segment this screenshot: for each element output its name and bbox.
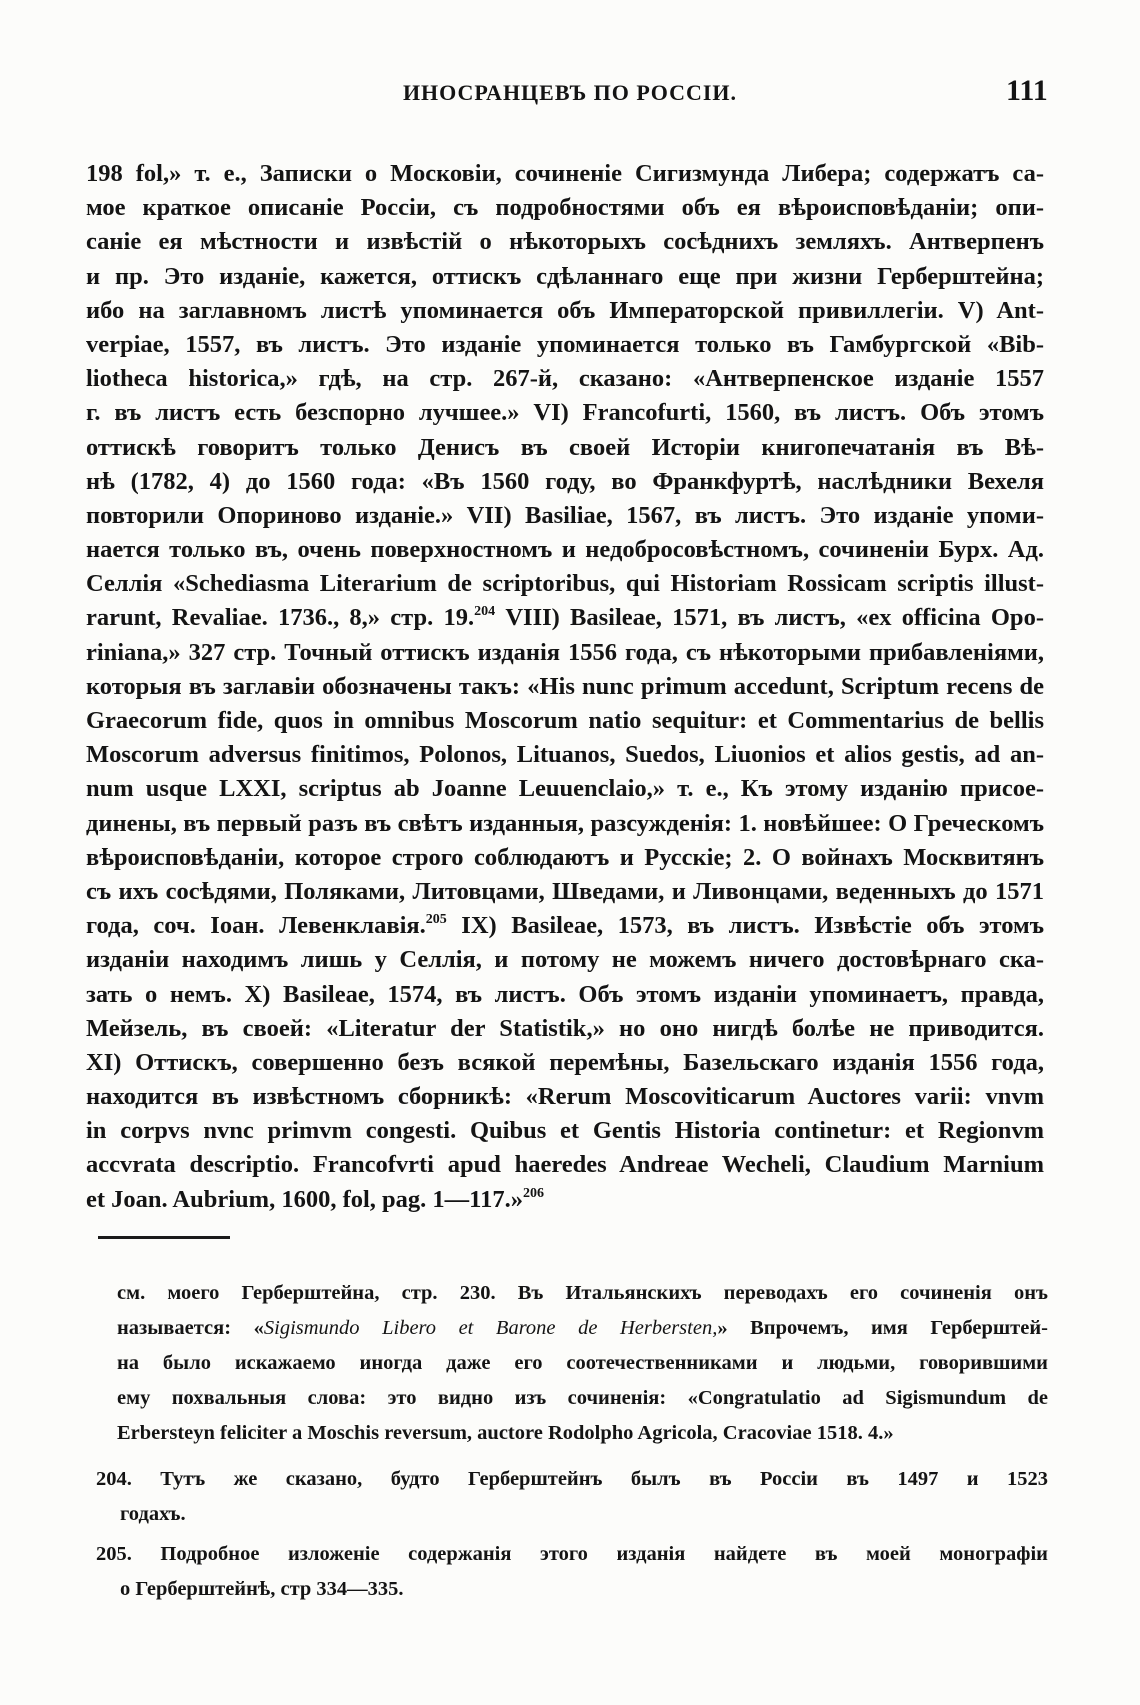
text-segment: саніе ея мѣстности и извѣстій о нѣкоторыхъ сосѣднихъ земляхъ. Антверпенъ (86, 228, 1044, 256)
text-segment: in corpvs nvnc primvm congesti. Quibus et Gentis Historia continetur: et Regionvm (86, 1117, 1044, 1145)
text-segment: повторили Опориново изданіе.» VII) Basiliae, 1567, въ листъ. Это изданіе упоми- (86, 501, 1044, 529)
text-line (86, 636, 1044, 670)
text-segment: и пр. Это изданіе, кажется, оттискъ сдѣланнаго еще при жизни Герберштейна; (86, 262, 1044, 290)
text-line (86, 978, 1044, 1012)
text-segment: мое краткое описаніе Россіи, съ подробностями объ ея вѣроисповѣданіи; опи- (86, 194, 1044, 222)
text-segment: ему похвальныя слова: это видно изъ сочиненія: «Congratulatio ad Sigismundum de (117, 1387, 1048, 1409)
text-line (86, 875, 1044, 909)
text-segment: rarunt, Revaliae. 1736., 8,» стр. 19. (86, 604, 475, 632)
text-line (86, 465, 1044, 499)
text-line (86, 943, 1044, 977)
text-segment: см. моего Герберштейна, стр. 230. Въ Итальянскихъ переводахъ его сочиненія онъ (117, 1282, 1048, 1304)
text-segment: г. въ листъ есть безспорно лучшее.» VI) Francofurti, 1560, въ листъ. Объ этомъ (86, 399, 1044, 427)
text-line (86, 431, 1044, 465)
text-segment: VIII) Basileae, 1571, въ листъ, «ex officina Opo- (495, 604, 1044, 632)
text-segment: о Герберштейнѣ, стр 334—335. (120, 1578, 404, 1600)
text-line (86, 909, 1044, 943)
text-segment: находится въ извѣстномъ сборникѣ: «Rerum Moscoviticarum Auctores varii: vnvm (86, 1083, 1044, 1111)
main-text (86, 157, 1044, 1217)
text-line (86, 396, 1044, 430)
text-segment: Graecorum fide, quos in omnibus Moscorum natio sequitur: et Commentarius de bellis (86, 707, 1044, 734)
text-segment: года, соч. Іоан. Левенклавія. (86, 912, 426, 940)
text-line (86, 670, 1044, 704)
text-line (96, 1537, 1048, 1572)
text-line (96, 1497, 1048, 1532)
text-line (96, 1572, 1048, 1607)
text-line (86, 1046, 1044, 1080)
text-segment: называется: « (117, 1317, 264, 1339)
text-segment: Селлія «Schediasma Literarium de scriptoribus, qui Historiam Rossicam scriptis illust- (86, 570, 1044, 598)
footnote-ref: 206 (522, 1185, 544, 1201)
text-line (96, 1381, 1048, 1416)
running-head-title: ИНОСРАНЦЕВЪ ПО РОССІИ. (402, 80, 738, 105)
text-line (86, 294, 1044, 328)
footnote-ref: 204 (474, 604, 496, 620)
footnote-separator (98, 1236, 230, 1239)
text-segment: riniana,» 327 стр. Точный оттискъ изданія 1556 года, съ нѣкоторыми прибавленіями, (86, 638, 1044, 666)
text-segment: которыя въ заглавіи обозначены такъ: «His nunc primum accedunt, Scriptum recens de (86, 672, 1044, 700)
text-line (86, 191, 1044, 225)
text-line (86, 738, 1044, 772)
footnote-continued (96, 1276, 1048, 1451)
text-segment: годахъ. (120, 1503, 186, 1525)
text-segment: динены, въ первый разъ въ свѣтъ изданныя, разсужденія: 1. новѣйшее: О Греческомъ (86, 809, 1044, 837)
text-segment: accvrata descriptio. Francofvrti apud haeredes Andreae Wecheli, Claudium Marnium (86, 1151, 1044, 1179)
text-segment: IX) Basileae, 1573, въ листъ. Извѣстіе объ этомъ (446, 912, 1044, 940)
text-line (96, 1416, 1048, 1451)
text-segment: Moscorum adversus finitimos, Polonos, Lituanos, Suedos, Liuonios et alios gestis, ad an- (86, 741, 1044, 769)
footnote-204 (96, 1462, 1048, 1532)
text-line (96, 1462, 1048, 1497)
page-number: 111 (1006, 74, 1048, 107)
text-line (96, 1276, 1048, 1311)
text-line (86, 362, 1044, 396)
text-segment: liotheca historica,» гдѣ, на стр. 267-й, сказано: «Антверпенское изданіе 1557 (86, 365, 1044, 393)
text-segment: 205. Подробное изложеніе содержанія этого изданія найдете въ моей монографіи (96, 1543, 1048, 1565)
text-line (86, 157, 1044, 191)
text-segment: вѣроисповѣданіи, которое строго соблюдаютъ и Русскіе; 2. О войнахъ Москвитянъ (86, 843, 1044, 871)
text-segment: ибо на заглавномъ листѣ упоминается объ Императорской привиллегіи. V) Ant- (86, 296, 1044, 324)
text-segment: съ ихъ сосѣдями, Поляками, Литовцами, Шведами, и Ливонцами, веденныхъ до 1571 (86, 877, 1044, 905)
text-segment: зать о немъ. X) Basileae, 1574, въ листъ. Объ этомъ изданіи упоминаетъ, правда, (86, 980, 1044, 1008)
text-segment: verpiae, 1557, въ листъ. Это изданіе упоминается только въ Гамбургской «Bib- (86, 330, 1044, 358)
text-line (86, 1148, 1044, 1182)
text-line (86, 704, 1044, 738)
text-line (86, 841, 1044, 875)
text-line (86, 328, 1044, 362)
text-segment: на было искажаемо иногда даже его соотечественниками и людьми, говорившими (117, 1352, 1048, 1374)
text-segment: изданіи находимъ лишь у Селлія, и потому не можемъ ничего достовѣрнаго ска- (86, 946, 1044, 974)
text-segment: » Впрочемъ, имя Герберштей- (717, 1317, 1048, 1339)
footnote-ref: 205 (425, 912, 447, 928)
text-segment: XI) Оттискъ, совершенно безъ всякой перемѣны, Базельскаго изданія 1556 года, (86, 1048, 1044, 1076)
text-line (86, 1183, 1044, 1217)
text-line (86, 499, 1044, 533)
text-segment: et Joan. Aubrium, 1600, fol, pag. 1—117.» (86, 1185, 523, 1213)
text-line (96, 1311, 1048, 1346)
text-segment: нается только въ, очень поверхностномъ и недобросовѣстномъ, сочиненіи Бурх. Ад. (86, 536, 1044, 564)
text-line (86, 225, 1044, 259)
text-line (86, 1012, 1044, 1046)
text-segment: нѣ (1782, 4) до 1560 года: «Въ 1560 году, во Франкфуртѣ, наслѣдники Вехеля (86, 467, 1044, 495)
text-line (86, 1080, 1044, 1114)
text-segment: Erbersteyn feliciter a Moschis reversum, auctore Rodolpho Agricola, Cracoviae 1518. 4.» (117, 1422, 894, 1444)
footnote-205 (96, 1537, 1048, 1607)
text-line (86, 533, 1044, 567)
text-segment: 198 fol,» т. е., Записки о Московіи, сочиненіе Сигизмунда Либера; содержатъ са- (86, 160, 1044, 187)
italic-title: Sigismundo Libero et Barone de Herbersten, (263, 1317, 718, 1339)
text-segment: 204. Тутъ же сказано, будто Герберштейнъ былъ въ Россіи въ 1497 и 1523 (96, 1468, 1048, 1490)
text-line (86, 567, 1044, 601)
text-segment: Мейзель, въ своей: «Literatur der Statistik,» но оно нигдѣ болѣе не приводится. (86, 1014, 1044, 1042)
text-line (86, 601, 1044, 635)
text-line (96, 1346, 1048, 1381)
text-line (86, 772, 1044, 806)
text-segment: оттискѣ говоритъ только Денисъ въ своей Исторіи книгопечатанія въ Вѣ- (86, 433, 1044, 461)
text-line (86, 807, 1044, 841)
text-line (86, 260, 1044, 294)
text-segment: num usque LXXI, scriptus ab Joanne Leuuenclaio,» т. е., Къ этому изданію присое- (86, 775, 1044, 803)
text-line (86, 1114, 1044, 1148)
